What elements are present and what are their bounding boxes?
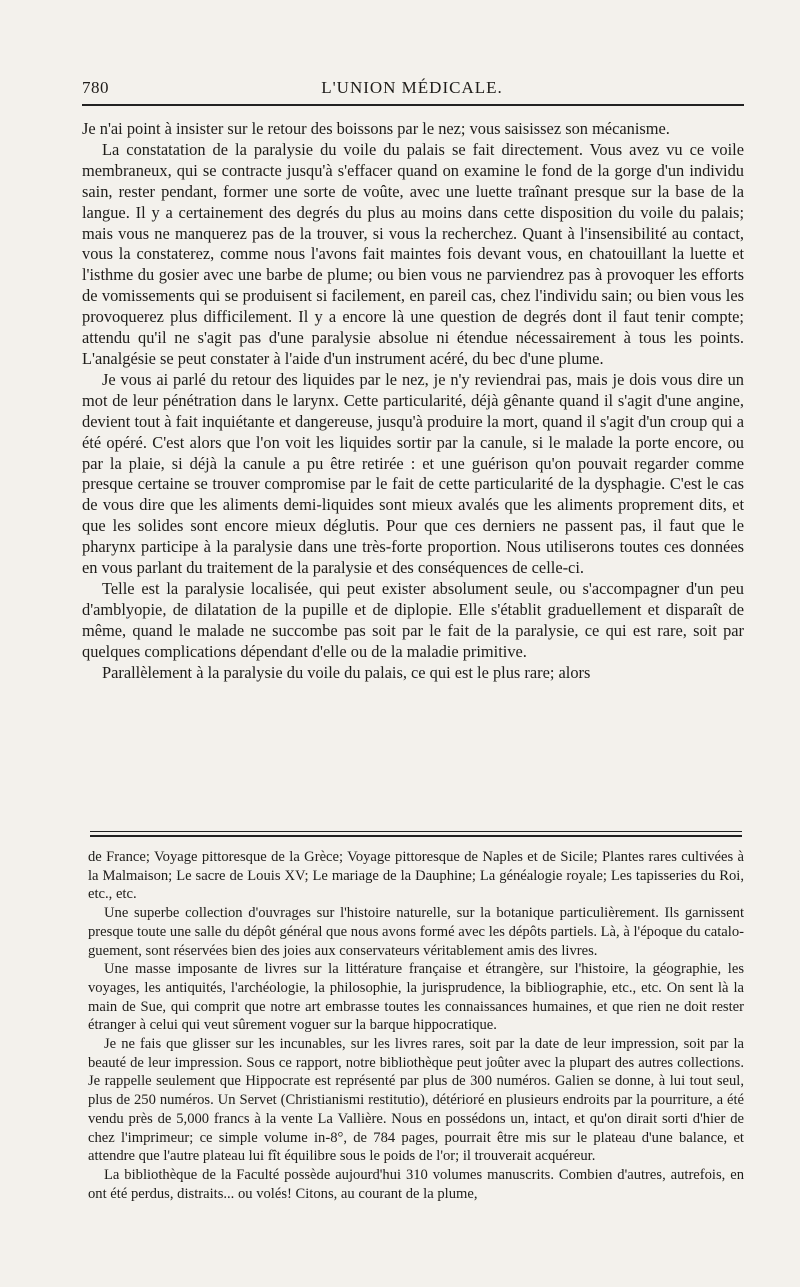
header-rule <box>82 104 744 106</box>
paragraph: Parallèlement à la paralysie du voile du palais, ce qui est le plus rare; alors <box>102 662 591 682</box>
feuilleton-separator <box>90 831 742 837</box>
feuilleton-paragraph: de France; Voyage pittoresque de la Grèce; Voyage pittoresque de Naples et de Sicile; Plantes rares cultivées à la Malmaison; Le sacre de Louis XV; Le mariage de la Dauphine; La généalogie royale; Les tapisseries du Roi, etc., etc. <box>88 849 744 903</box>
paragraph: Je n'ai point à insister sur le retour des boissons par le nez; vous saisissez son mécanisme. <box>82 119 670 138</box>
feuilleton-paragraph: Une superbe collection d'ouvrages sur l'histoire naturelle, sur la botanique particulièrement. Ils garnissent presque toute une salle du dépôt général que nous avons formé avec les dépôts partiels. Là, à l'époque du cataloguement, sont réservées bien des joies aux conservateurs véritablement amis des livres. <box>88 905 744 959</box>
paragraph: La constatation de la paralysie du voile du palais se fait directement. Vous avez vu ce voile membraneux, qui se contracte jusqu'à s'effacer quand on examine le fond de la gorge d'un individu sain, rester pendant, former une sorte de voûte, avec une luette traînant presque sur la base de la langue. Il y a certainement des degrés du plus au moins dans cette disposition du voile du palais; mais vous ne manquerez pas de la trouver, si vous la recherchez. Quant à l'insensibilité au contact, vous la constaterez, comme nous l'avons fait maintes fois devant vous, en chatouillant la luette et l'isthme du gosier avec une barbe de plume; ou bien vous ne parviendrez pas à provoquer les efforts de vomissements qui se produisent si facilement, en pareil cas, chez l'individu sain; ou bien vous les provoquerez plus difficilement. Il y a encore là une question de degrés dont il faut tenir compte; attendu qu'il ne s'agit pas d'une paralysie absolue ni étendue nécessairement à tous les points. L'analgésie se peut constater à l'aide d'un instrument acéré, du bec d'une plume. <box>82 139 744 368</box>
page-number: 780 <box>82 78 109 97</box>
feuilleton-paragraph: La bibliothèque de la Faculté possède aujourd'hui 310 volumes manuscrits. Combien d'autres, autrefois, en ont été perdus, distraits... ou volés! Citons, au courant de la plume, <box>88 1166 744 1202</box>
paragraph: Je vous ai parlé du retour des liquides par le nez, je n'y reviendrai pas, mais je dois vous dire un mot de leur pénétration dans le larynx. Cette particularité, déjà gênante quand il s'agit d'une angine, devient tout à fait inquiétante et dangereuse, jusqu'à produire la mort, quand il s'agit d'un croup qui a été opéré. C'est alors que l'on voit les liquides sortir par la canule, si le malade la porte encore, ou par la plaie, si déjà la canule a pu être retirée : et une guérison qu'on pouvait regarder comme presque certaine se trouver compromise par le fait de cette particularité de la dysphagie. C'est le cas de vous dire que les aliments demi-liquides sont mieux avalés que les aliments proprement dits, et que les solides sont encore mieux déglutis. Pour que ces derniers ne passent pas, il faut que le pharynx participe à la paralysie dans une très-forte proportion. Nous utiliserons toutes ces données en vous parlant du traitement de la paralysie et des conséquences de celle-ci. <box>82 369 744 578</box>
running-header <box>82 76 742 100</box>
paragraph: Telle est la paralysie localisée, qui peut exister absolument seule, ou s'accompagner d'un peu d'amblyopie, de dilatation de la pupille et de diplopie. Elle s'établit graduellement et disparaît de même, quand le malade ne succombe pas soit par le fait de la paralysie, ce qui est rare, soit par quelques complications dépendant d'elle ou de la maladie primitive. <box>82 578 744 661</box>
feuilleton-section <box>88 848 744 1203</box>
journal-title: L'UNION MÉDICALE. <box>321 78 503 97</box>
main-article <box>82 119 744 683</box>
feuilleton-paragraph: Je ne fais que glisser sur les incunables, sur les livres rares, soit par la date de leur impression, soit par la beauté de leur impression. Sous ce rapport, notre bibliothèque peut joûter avec la plupart des autres collections. Je rappelle seulement que Hippocrate est représenté par plus de 300 numéros. Galien se donne, à lui tout seul, plus de 250 numéros. Un Servet (Christianismi restitutio), détérioré en plusieurs endroits par la pourriture, a été vendu près de 5,000 francs à la vente La Vallière. Nous en possédons un, intact, et qu'on dirait sorti d'hier de chez l'imprimeur; ce simple volume in-8°, de 784 pages, pourrait être mis sur le plateau d'une balance, et attendre que l'autre plateau lui fît équilibre sous le poids de l'or; il trouverait acquéreur. <box>88 1036 744 1165</box>
feuilleton-paragraph: Une masse imposante de livres sur la littérature française et étrangère, sur l'histoire, la géographie, les voyages, les antiquités, l'archéologie, la philosophie, la jurisprudence, la bibliographie, etc., etc. On sent là la main de Sue, qui comprit que notre art embrasse toutes les connaissances humaines, et que rien ne doit rester étranger à celui qui veut sûrement voguer sur la barque hippocratique. <box>88 961 744 1034</box>
